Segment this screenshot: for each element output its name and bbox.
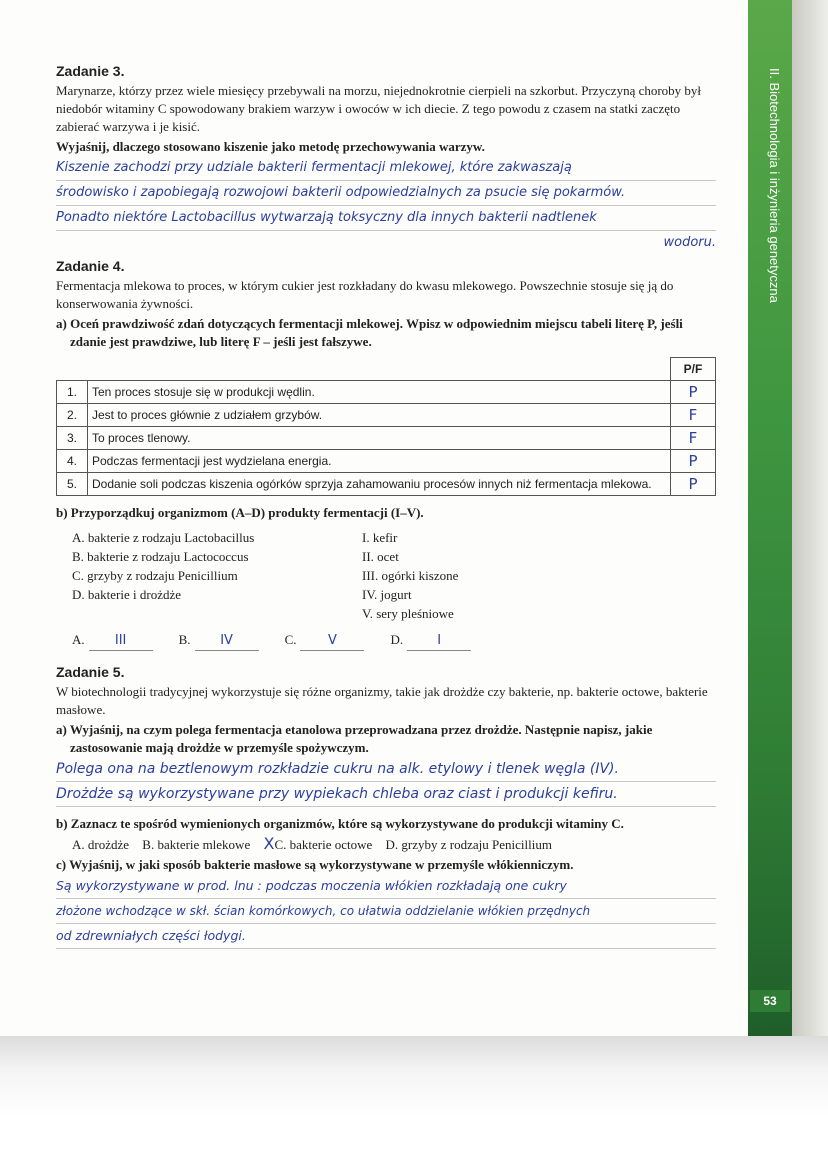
table-row: 4. Podczas fermentacji jest wydzielana energia. P [57,450,716,473]
task-4-title: Zadanie 4. [56,258,125,274]
answer-cell[interactable]: P [671,450,716,473]
cross-mark-icon: X [263,834,275,853]
task-5a-answer-line-1: Polega ona na beztlenowym rozkładzie cukru na alk. etylowy i tlenek węgla (IV). [56,757,716,782]
organisms-list [72,528,362,623]
table-row: 1. Ten proces stosuje się w produkcji wędlin. P [57,381,716,404]
list-item: B. bakterie z rodzaju Lactococcus [72,549,249,564]
true-false-table [56,357,716,496]
list-item: III. ogórki kiszone [362,568,459,583]
page-edge [792,0,828,1036]
task-5b-question: b) Zaznacz te spośród wymienionych organizmów, które są wykorzystywane do produkcji witaminy C. [56,816,624,831]
answer-cell[interactable]: P [671,381,716,404]
task-3-answer-line-1: Kiszenie zachodzi przy udziale bakterii fermentacji mlekowej, które zakwaszają [56,156,716,181]
task-3-question: Wyjaśnij, dlaczego stosowano kiszenie jako metodę przechowywania warzyw. [56,139,485,154]
list-item: D. bakterie i drożdże [72,587,182,602]
list-item: II. ocet [362,549,399,564]
task-5a-answer-line-2: Drożdże są wykorzystywane przy wypiekach chleba oraz ciast i produkcji kefiru. [56,782,716,807]
answer-a[interactable]: III [89,632,153,651]
vitamin-c-options [72,835,716,854]
list-item: V. sery pleśniowe [362,606,454,621]
list-item: A. bakterie z rodzaju Lactobacillus [72,530,255,545]
answer-cell[interactable]: F [671,427,716,450]
task-3-text: Marynarze, którzy przez wiele miesięcy przebywali na morzu, niejednokrotnie cierpieli na szkorbut. Przyczyną choroby był niedobór witaminy C spowodowany brakiem warzyw i owoców w ich diecie. Z tego powodu z czasem na statki zaczęto zabierać warzywa i je kisić. [56,83,702,134]
task-3-title: Zadanie 3. [56,63,125,79]
table-row: 5. Dodanie soli podczas kiszenia ogórków sprzyja zahamowaniu procesów innych niż fermentacja mlekowa. P [57,473,716,496]
task-3-answer-line-4: wodoru. [663,235,716,250]
task-4a-question: a) Oceń prawdziwość zdań dotyczących fermentacji mlekowej. Wpisz w odpowiednim miejscu tabeli literę P, jeśli zdanie jest prawdziwe, lub literę F – jeśli jest fałszywe. [56,316,683,349]
table-header-pf: P/F [671,358,716,381]
matching-answers: A. III B. IV C. V D. I [72,631,716,651]
answer-cell[interactable]: P [671,473,716,496]
task-5c-answer-line-2: złożone wchodzące w skł. ścian komórkowych, co ułatwia oddzielanie włókien przędnych [56,899,716,924]
option-a[interactable]: A. drożdże [72,837,130,852]
task-5-text: W biotechnologii tradycyjnej wykorzystuje się różne organizmy, takie jak drożdże czy bakterie, np. bakterie octowe, bakterie masłowe. [56,684,708,717]
task-3-answer-line-3: Ponadto niektóre Lactobacillus wytwarzają toksyczny dla innych bakterii nadtlenek [56,206,716,231]
task-5c-question: c) Wyjaśnij, w jaki sposób bakterie masłowe są wykorzystywane w przemyśle włókienniczym. [56,857,574,872]
chapter-title: II. Biotechnologia i inżynieria genetyczna [767,68,782,303]
list-item: I. kefir [362,530,398,545]
answer-d[interactable]: I [407,632,471,651]
matching-columns [72,528,716,623]
task-5-title: Zadanie 5. [56,664,125,680]
page-number: 53 [750,990,790,1012]
table-row: 2. Jest to proces głównie z udziałem grzybów. F [57,404,716,427]
task-5a-question: a) Wyjaśnij, na czym polega fermentacja etanolowa przeprowadzana przez drożdże. Następnie napisz, jakie zastosowanie mają drożdże w przemyśle spożywczym. [56,722,653,755]
list-item: C. grzyby z rodzaju Penicillium [72,568,238,583]
page-shadow [0,1036,828,1170]
list-item: IV. jogurt [362,587,412,602]
task-5c-answer-line-1: Są wykorzystywane w prod. lnu : podczas moczenia włókien rozkładają one cukry [56,874,716,899]
table-row: 3. To proces tlenowy. F [57,427,716,450]
answer-b[interactable]: IV [195,632,259,651]
task-3-answer-line-2: środowisko i zapobiegają rozwojowi bakterii odpowiedzialnych za psucie się pokarmów. [56,181,716,206]
answer-cell[interactable]: F [671,404,716,427]
answer-c[interactable]: V [300,632,364,651]
task-5c-answer-line-3: od zdrewniałych części łodygi. [56,924,716,949]
products-list [362,528,662,623]
task-4-text: Fermentacja mlekowa to proces, w którym cukier jest rozkładany do kwasu mlekowego. Powszechnie stosuje się ją do konserwowania żywności. [56,278,674,311]
option-c[interactable]: C. bakterie octowe [274,837,373,852]
page-content [56,62,716,949]
task-4b-question: b) Przyporządkuj organizmom (A–D) produkty fermentacji (I–V). [56,505,424,520]
option-d[interactable]: D. grzyby z rodzaju Penicillium [385,837,552,852]
option-b[interactable]: B. bakterie mlekowe [142,837,251,852]
